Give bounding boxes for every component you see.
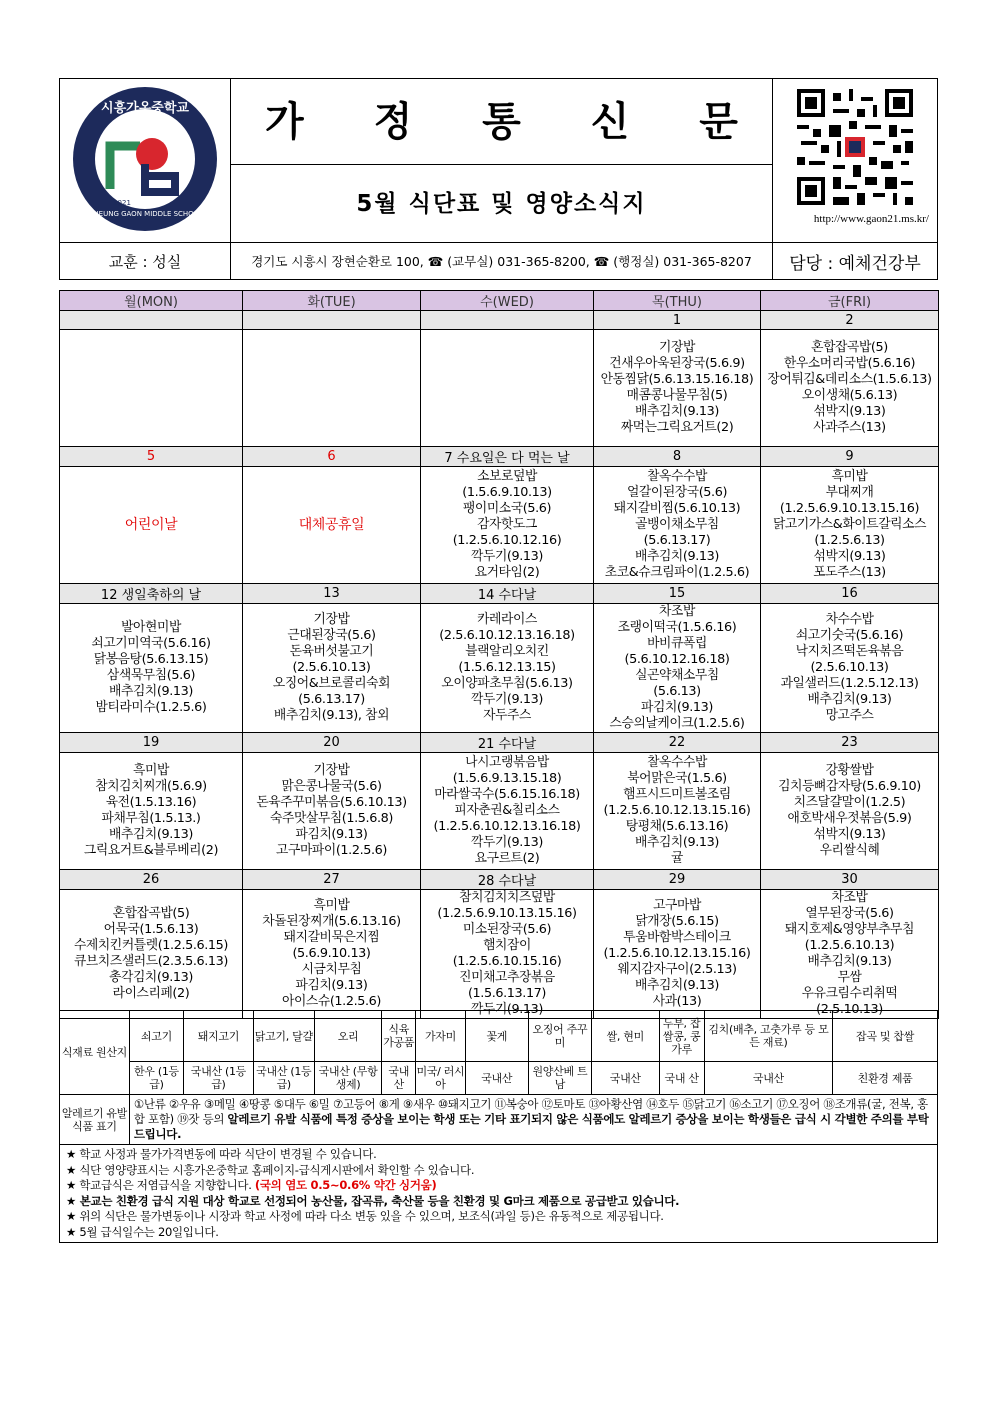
note-3: ★ 본교는 친환경 급식 지원 대상 학교로 선정되어 농산물, 잡곡류, 축산물 등을 친환경 및 G마크 제품으로 공급받고 있습니다. <box>66 1193 680 1208</box>
menu-item: 미소된장국(5.6) <box>462 922 552 937</box>
date-label: 23 <box>761 733 939 753</box>
menu-item: 참치김치치즈덮밥 <box>459 890 555 905</box>
date-label <box>60 311 243 330</box>
menu-item: 돼지호제&영양부추무침 <box>784 922 915 937</box>
menu-item: 기장밥 <box>313 763 350 778</box>
menu-item: 매콤콩나물무침(5) <box>626 388 728 403</box>
menu-item: 우유크림수리취떡 <box>801 986 898 1001</box>
menu-row <box>60 890 939 1019</box>
menu-item: 치즈달걀말이(1.2.5) <box>793 795 906 810</box>
menu-item: (1.2.5.6.10.12.13.15.16) <box>603 803 751 818</box>
title-cell <box>231 79 773 243</box>
date-label: 1 <box>594 311 761 330</box>
menu-cell <box>421 890 594 1019</box>
date-label: 14 수다날 <box>421 584 594 604</box>
date-row <box>60 311 939 330</box>
menu-item: 어린이날 <box>124 517 178 533</box>
date-label: 5 <box>60 447 243 467</box>
menu-item: 육전(1.5.13.16) <box>105 795 197 810</box>
day-header: 금(FRI) <box>761 291 939 311</box>
day-header: 목(THU) <box>594 291 761 311</box>
date-label: 30 <box>761 870 939 890</box>
menu-item: 스승의날케이크(1.2.5.6) <box>609 716 745 731</box>
origin-value-1: 국내산 (1등급) <box>183 1062 253 1095</box>
menu-item: 배추김치(9.13) <box>635 835 719 850</box>
menu-item: 탕평채(5.6.13.16) <box>625 819 729 834</box>
menu-item: (1.2.5.6.9.10.13.15.16) <box>437 906 577 921</box>
menu-item: 맑은콩나물국(5.6) <box>281 779 382 794</box>
menu-cell <box>243 890 421 1019</box>
manager-cell: 담당 : 예체건강부 <box>773 243 938 280</box>
menu-item: 마라쌀국수(5.6.15.16.18) <box>434 787 580 802</box>
menu-item: 차조밥 <box>831 890 868 905</box>
menu-item: 애호박새우젓볶음(5.9) <box>787 811 912 826</box>
origin-name-0: 쇠고기 <box>129 1011 183 1062</box>
logo-top-text: 시흥가온중학교 <box>101 100 189 116</box>
date-label: 28 수다날 <box>421 870 594 890</box>
origin-name-2: 닭고기, 달걀 <box>253 1011 314 1062</box>
date-label: 12 생일축하의 날 <box>60 584 243 604</box>
menu-cell <box>60 604 243 733</box>
menu-item: (1.5.6.12.13.15) <box>458 660 556 675</box>
menu-cell <box>60 753 243 870</box>
menu-row <box>60 467 939 584</box>
menu-item: 고구마밥 <box>653 898 701 913</box>
date-row <box>60 447 939 467</box>
menu-table <box>59 290 939 1019</box>
menu-item: 오이양파초무침(5.6.13) <box>441 676 573 691</box>
origin-name-6: 꽃게 <box>465 1011 528 1062</box>
menu-item: 차조밥 <box>659 604 695 619</box>
menu-item: 섞박지(9.13) <box>813 404 886 419</box>
menu-item: 찰옥수수밥 <box>647 469 707 484</box>
logo-bottom-text: SIHEUNG GAON MIDDLE SCHOOL <box>86 209 204 218</box>
menu-cell <box>243 467 421 584</box>
origin-value-8: 국내산 <box>591 1062 659 1095</box>
menu-cell <box>421 753 594 870</box>
date-label: 9 <box>761 447 939 467</box>
origin-name-9: 두부, 찹쌀콩, 콩가루 <box>659 1011 704 1062</box>
header-table <box>59 78 938 280</box>
origin-label: 식재료 원산지 <box>60 1011 130 1095</box>
menu-item: 라이스리페(2) <box>112 986 190 1001</box>
menu-cell <box>594 467 761 584</box>
menu-item: 요거타임(2) <box>474 565 540 580</box>
date-label: 29 <box>594 870 761 890</box>
date-label <box>243 311 421 330</box>
menu-item: 부대찌개 <box>825 485 874 500</box>
motto-cell: 교훈 : 성실 <box>60 243 231 280</box>
menu-item: 김치등뼈감자탕(5.6.9.10) <box>778 779 921 794</box>
menu-item: 요구르트(2) <box>474 851 540 866</box>
menu-item: 파김치(9.13) <box>641 700 713 715</box>
allergy-label: 알레르기 유발식품 표기 <box>60 1095 130 1145</box>
origin-name-7: 오징어 주꾸미 <box>528 1011 591 1062</box>
qr-code-icon[interactable] <box>797 89 913 205</box>
menu-item: (1.2.5.6.10.12.13.15.16) <box>603 946 751 961</box>
menu-item: 총각김치(9.13) <box>109 970 193 985</box>
origin-value-3: 국내산 (무항생제) <box>314 1062 382 1095</box>
menu-item: 기장밥 <box>659 340 695 355</box>
menu-item: 진미채고추장볶음 <box>459 970 555 985</box>
date-label: 21 수다날 <box>421 733 594 753</box>
note-2: ★ 학교급식은 저염급식을 지향합니다. (국의 염도 0.5~0.6% 약간 싱거움) <box>66 1178 437 1192</box>
menu-cell <box>421 467 594 584</box>
date-label <box>421 311 594 330</box>
menu-item: 돼지갈비묵은지찜 <box>283 930 380 945</box>
menu-item: 배추김치(9.13) <box>635 978 719 993</box>
menu-item: 귤 <box>671 851 683 866</box>
menu-cell <box>761 467 939 584</box>
menu-item: 파채무침(1.5.13.) <box>101 811 201 826</box>
menu-item: 흑미밥 <box>313 898 350 913</box>
menu-item: 배추김치(9.13) <box>635 549 719 564</box>
menu-item: (5.6.10.12.16.18) <box>624 652 730 667</box>
menu-item: 북어맑은국(1.5.6) <box>627 771 727 786</box>
menu-item: 섞박지(9.13) <box>813 827 886 842</box>
day-header: 수(WED) <box>421 291 594 311</box>
menu-item: 깍두기(9.13) <box>471 835 543 850</box>
menu-item: 흑미밥 <box>133 763 169 778</box>
menu-item: 낙지치즈떡돈육볶음 <box>795 644 904 659</box>
menu-item: 피자춘권&칠리소스 <box>454 803 560 818</box>
menu-row <box>60 330 939 447</box>
menu-item: 블랙알리오치킨 <box>465 644 549 659</box>
date-row <box>60 733 939 753</box>
menu-item: 찰옥수수밥 <box>647 755 707 770</box>
menu-item: 어묵국(1.5.6.13) <box>103 922 199 937</box>
menu-item: 돼지갈비찜(5.6.10.13) <box>613 501 741 516</box>
menu-item: 포도주스(13) <box>813 565 886 580</box>
origin-value-0: 한우 (1등급) <box>129 1062 183 1095</box>
origin-value-4: 국내 산 <box>382 1062 416 1095</box>
menu-item: 참치김치찌개(5.6.9) <box>95 779 207 794</box>
menu-item: 팽이미소국(5.6) <box>462 501 552 516</box>
menu-item: 쇠고기숫국(5.6.16) <box>795 628 904 643</box>
menu-item: 돈육주꾸미볶음(5.6.10.13) <box>256 795 407 810</box>
qr-cell <box>773 79 938 243</box>
menu-item: (2.5.6.10.13) <box>292 660 371 675</box>
menu-item: 감자핫도그 <box>477 517 537 532</box>
menu-item: (5.6.13) <box>653 684 701 699</box>
school-logo-icon <box>70 84 220 234</box>
menu-item: (5.6.13.17) <box>643 533 711 548</box>
menu-cell <box>594 604 761 733</box>
menu-cell <box>243 604 421 733</box>
menu-item: 과일샐러드(1.2.5.12.13) <box>780 676 919 691</box>
menu-item: 쇠고기미역국(5.6.16) <box>91 636 211 651</box>
day-header: 화(TUE) <box>243 291 421 311</box>
menu-item: 나시고랭볶음밥 <box>465 755 549 770</box>
origin-value-9: 국내 산 <box>659 1062 704 1095</box>
menu-item: 배추김치(9.13) <box>109 684 193 699</box>
menu-cell <box>761 890 939 1019</box>
menu-item: 근대된장국(5.6) <box>287 628 376 643</box>
origin-value-7: 원양산베 트남 <box>528 1062 591 1095</box>
day-header-row <box>60 291 939 311</box>
date-label: 15 <box>594 584 761 604</box>
date-label: 16 <box>761 584 939 604</box>
menu-item: 햄프시드미트볼조림 <box>623 787 731 802</box>
menu-item: 차수수밥 <box>825 612 874 627</box>
logo-cell <box>60 79 231 243</box>
date-label: 2 <box>761 311 939 330</box>
date-label: 8 <box>594 447 761 467</box>
menu-item: 깍두기(9.13) <box>471 692 543 707</box>
origin-name-1: 돼지고기 <box>183 1011 253 1062</box>
menu-item: 건새우아욱된장국(5.6.9) <box>609 356 745 371</box>
menu-cell <box>761 753 939 870</box>
origin-name-5: 가자미 <box>416 1011 466 1062</box>
menu-item: 깍두기(9.13) <box>471 549 543 564</box>
menu-item: 망고주스 <box>825 708 874 723</box>
menu-item: 안동찜닭(5.6.13.15.16.18) <box>600 372 754 387</box>
allergy-notice: 알레르기 유발 식품에 특정 증상을 보이는 학생 또는 기타 표기되지 않은 식품에도 알레르기 증상을 보이는 학생들은 급식 시 각별한 주의를 부탁드립니다. <box>133 1112 929 1141</box>
note-4: ★ 위의 식단은 물가변동이나 시장과 학교 사정에 따라 다소 변동 있을 수 있으며, 보조식(과일 등)은 유동적으로 제공됩니다. <box>66 1209 664 1223</box>
origin-name-3: 오리 <box>314 1011 382 1062</box>
menu-item: 차돌된장찌개(5.6.13.16) <box>262 914 401 929</box>
menu-item: (1.5.6.9.13.15.18) <box>452 771 562 786</box>
menu-item: (1.2.5.6.10.13) <box>804 938 895 953</box>
page-title: 가 정 통 신 문 <box>265 97 766 145</box>
menu-cell <box>243 753 421 870</box>
menu-item: (1.2.5.6.9.10.13.15.16) <box>779 501 920 516</box>
origin-value-10: 국내산 <box>704 1062 832 1095</box>
menu-item: 실곤약채소무침 <box>635 668 719 683</box>
menu-item: 흑미밥 <box>831 469 868 484</box>
menu-item: 우리쌀식혜 <box>819 843 880 858</box>
menu-item: 한우소머리국밥(5.6.16) <box>783 356 916 371</box>
menu-item: 닭고기가스&화이트갈릭소스 <box>772 517 927 532</box>
date-row <box>60 870 939 890</box>
menu-item: 배추김치(9.13) <box>109 827 193 842</box>
note-0: ★ 학교 사정과 물가가격변동에 따라 식단이 변경될 수 있습니다. <box>66 1147 377 1161</box>
qr-url[interactable]: http://www.gaon21.ms.kr/ <box>813 213 929 225</box>
menu-item: (1.5.6.13.17) <box>467 986 547 1001</box>
date-label: 13 <box>243 584 421 604</box>
note-1: ★ 식단 영양량표시는 시흥가온중학교 홈페이지-급식게시판에서 확인할 수 있습니다. <box>66 1162 475 1177</box>
menu-item: (1.2.5.6.13) <box>814 533 885 548</box>
menu-item: 밤티라미수(1.2.5.6) <box>95 700 207 715</box>
page-subtitle: 5월 식단표 및 영양소식지 <box>356 190 647 217</box>
menu-item: 배추김치(9.13), 참외 <box>273 708 390 723</box>
menu-item: 시금치무침 <box>301 962 362 977</box>
menu-cell <box>594 753 761 870</box>
menu-row <box>60 604 939 733</box>
menu-item: 파김치(9.13) <box>295 978 368 993</box>
date-label: 27 <box>243 870 421 890</box>
menu-item: 깍두기(9.13) <box>471 1002 543 1017</box>
menu-item: 고구마파이(1.2.5.6) <box>276 843 387 858</box>
menu-item: 닭봉음탕(5.6.13.15) <box>93 652 209 667</box>
menu-cell <box>594 330 761 447</box>
date-row <box>60 584 939 604</box>
date-label: 6 <box>243 447 421 467</box>
date-label: 20 <box>243 733 421 753</box>
origin-name-11: 잡곡 및 찹쌀 <box>833 1011 938 1062</box>
date-label: 22 <box>594 733 761 753</box>
menu-item: 투움바함박스테이크 <box>623 930 731 945</box>
menu-item: (5.6.13.17) <box>298 692 365 707</box>
menu-item: (2.5.6.10.13) <box>810 660 889 675</box>
menu-item: 혼합잡곡밥(5) <box>811 340 888 355</box>
menu-item: (1.5.6.9.10.13) <box>462 485 552 500</box>
origin-value-6: 국내산 <box>465 1062 528 1095</box>
menu-item: 큐브치즈샐러드(2.3.5.6.13) <box>73 954 229 969</box>
menu-item: 배추김치(9.13) <box>807 954 892 969</box>
menu-item: 자두주스 <box>483 708 531 723</box>
menu-item: 강황쌀밥 <box>825 763 874 778</box>
menu-cell <box>761 330 939 447</box>
menu-item: (1.2.5.6.10.15.16) <box>452 954 562 969</box>
menu-item: 초코&슈크림파이(1.2.5.6) <box>604 565 750 580</box>
menu-item: 혼합잡곡밥(5) <box>112 906 190 921</box>
origin-name-10: 김치(배추, 고춧가루 등 모든 재료) <box>704 1011 832 1062</box>
menu-item: 짜먹는그릭요거트(2) <box>620 420 734 435</box>
menu-cell <box>60 890 243 1019</box>
menu-item: 조랭이떡국(1.5.6.16) <box>617 620 737 635</box>
menu-item: 사과주스(13) <box>813 420 886 435</box>
menu-item: (2.5.10.13) <box>816 1002 883 1017</box>
menu-item: (5.6.9.10.13) <box>292 946 371 961</box>
origin-name-8: 쌀, 현미 <box>591 1011 659 1062</box>
menu-item: 삼색묵무침(5.6) <box>106 668 196 683</box>
menu-item: (1.2.5.6.10.12.16) <box>452 533 562 548</box>
menu-cell <box>421 330 594 447</box>
menu-item: 아이스슈(1.2.5.6) <box>281 994 381 1009</box>
menu-cell <box>243 330 421 447</box>
menu-item: 배추김치(9.13) <box>807 692 892 707</box>
date-label: 26 <box>60 870 243 890</box>
menu-item: 햄치잠이 <box>483 938 531 953</box>
origin-table <box>59 1010 938 1243</box>
menu-item: 골뱅이채소무침 <box>635 517 719 532</box>
date-label: 7 수요일은 다 먹는 날 <box>421 447 594 467</box>
menu-item: 닭개장(5.6.15) <box>635 914 719 929</box>
origin-name-4: 식육 가공품 <box>382 1011 416 1062</box>
menu-item: (2.5.6.10.12.13.16.18) <box>439 628 575 643</box>
menu-item: 바비큐폭립 <box>647 636 707 651</box>
menu-item: 사과(13) <box>652 994 702 1009</box>
notes-cell <box>60 1145 938 1243</box>
allergy-list: ①난류 ②우유 ③메밀 ④땅콩 ⑤대두 ⑥밀 ⑦고등어 ⑧게 ⑨새우 ⑩돼지고기 ⑪복숭아 ⑫토마토 ⑬아황산염 ⑭호두 ⑮닭고기 ⑯소고기 ⑰오징어 ⑱조개류(굴, 전복, 홍합 포함) ⑲잣 등의 <box>133 1097 928 1126</box>
menu-item: 오이생채(5.6.13) <box>801 388 898 403</box>
menu-item: 소보로덮밥 <box>477 469 537 484</box>
menu-item: 파김치(9.13) <box>295 827 368 842</box>
menu-cell <box>594 890 761 1019</box>
allergy-text <box>129 1095 937 1145</box>
day-header: 월(MON) <box>60 291 243 311</box>
logo-year: 2021 <box>113 198 131 207</box>
menu-item: 발아현미밥 <box>121 620 181 635</box>
menu-item: 그릭요거트&블루베리(2) <box>83 843 219 858</box>
menu-row <box>60 753 939 870</box>
menu-item: 섞박지(9.13) <box>813 549 886 564</box>
menu-item: 수제치킨커틀렛(1.2.5.6.15) <box>73 938 229 953</box>
origin-value-5: 미국/ 러시아 <box>416 1062 466 1095</box>
menu-item: 얼갈이된장국(5.6) <box>626 485 728 500</box>
menu-cell <box>761 604 939 733</box>
address-cell: 경기도 시흥시 장현순환로 100, ☎ (교무실) 031-365-8200, ☎ (행정실) 031-365-8207 <box>231 243 773 280</box>
note-5: ★ 5월 급식일수는 20일입니다. <box>66 1224 219 1239</box>
menu-item: 무쌈 <box>837 970 862 985</box>
origin-value-2: 국내산 (1등급) <box>253 1062 314 1095</box>
menu-item: 대체공휴일 <box>298 517 365 533</box>
menu-item: (1.2.5.6.10.12.13.16.18) <box>433 819 581 834</box>
menu-item: 장어튀김&데리소스(1.5.6.13) <box>767 372 932 387</box>
menu-item: 카레라이스 <box>477 612 537 627</box>
origin-value-11: 친환경 제품 <box>833 1062 938 1095</box>
menu-item: 숙주맛살무침(1.5.6.8) <box>270 811 393 826</box>
menu-item: 돈육버섯불고기 <box>289 644 374 659</box>
menu-item: 기장밥 <box>313 612 350 627</box>
menu-cell <box>421 604 594 733</box>
date-label: 19 <box>60 733 243 753</box>
menu-item: 웨지감자구이(2.5.13) <box>617 962 737 977</box>
menu-cell <box>60 330 243 447</box>
menu-item: 열무된장국(5.6) <box>805 906 894 921</box>
menu-item: 오징어&브로콜리숙회 <box>272 676 391 691</box>
menu-item: 배추김치(9.13) <box>635 404 719 419</box>
menu-cell <box>60 467 243 584</box>
